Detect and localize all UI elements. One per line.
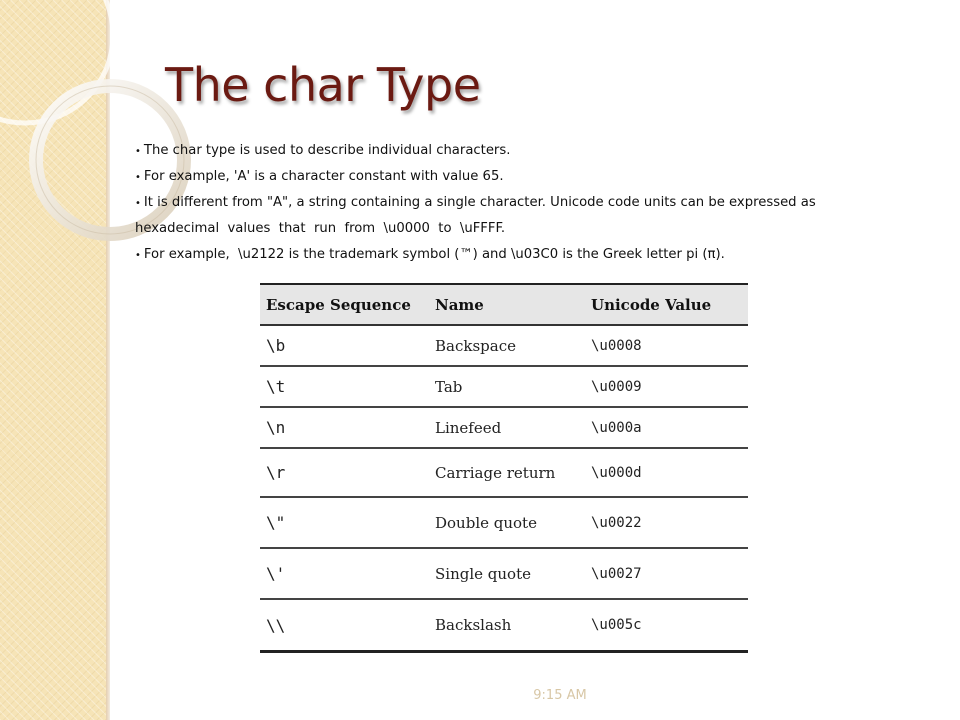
cell-escape-sequence: \b <box>266 336 286 355</box>
cell-name: Double quote <box>435 513 537 532</box>
bullet-item <box>135 242 875 268</box>
cell-escape-sequence: \r <box>266 463 286 482</box>
table-row <box>260 600 748 650</box>
cell-name: Backslash <box>435 616 512 634</box>
bullet-item <box>135 190 875 216</box>
cell-escape-sequence: \\ <box>266 615 286 635</box>
slide-title: The char Type <box>165 58 481 112</box>
table-row <box>260 326 748 367</box>
cell-unicode-value: \u0027 <box>591 565 642 582</box>
table-body <box>260 326 748 650</box>
bullet-text: For example, 'A' is a character constant with value 65. <box>143 169 504 184</box>
bullet-list <box>135 138 875 268</box>
bullet-item <box>135 138 875 164</box>
escape-sequence-table <box>260 283 748 653</box>
cell-name: Tab <box>435 377 463 396</box>
header-escape-sequence: Escape Sequence <box>266 295 411 314</box>
table-row <box>260 449 748 498</box>
bullet-item <box>135 216 875 242</box>
cell-unicode-value: \u000d <box>591 464 642 481</box>
table-row <box>260 549 748 600</box>
bullet-dot: • <box>135 146 141 157</box>
header-name: Name <box>435 295 484 314</box>
table-header-row <box>260 285 748 326</box>
bullet-text: For example, \u2122 is the trademark symbol (™) and \u03C0 is the Greek letter pi (π). <box>143 247 725 262</box>
header-unicode-value: Unicode Value <box>591 295 712 314</box>
bullet-dot: • <box>135 198 141 209</box>
cell-name: Backspace <box>435 336 516 355</box>
table-row <box>260 498 748 549</box>
table-row <box>260 408 748 449</box>
cell-escape-sequence: \t <box>266 377 286 396</box>
cell-escape-sequence: \" <box>266 513 286 532</box>
cell-escape-sequence: \' <box>266 564 286 583</box>
cell-unicode-value: \u005c <box>591 617 642 633</box>
bullet-text: It is different from "A", a string containing a single character. Unicode code units can be expressed as <box>143 195 816 210</box>
bullet-text: hexadecimal values that run from \u0000 to \uFFFF. <box>135 221 506 236</box>
bullet-text: The char type is used to describe individual characters. <box>143 143 511 158</box>
cell-name: Single quote <box>435 564 531 583</box>
cell-unicode-value: \u0022 <box>591 514 642 531</box>
cell-unicode-value: \u0008 <box>591 337 642 354</box>
cell-name: Linefeed <box>435 418 502 437</box>
bullet-dot: • <box>135 172 141 183</box>
table-row <box>260 367 748 408</box>
cell-escape-sequence: \n <box>266 418 286 437</box>
cell-unicode-value: \u000a <box>591 419 642 436</box>
bullet-item <box>135 164 875 190</box>
bullet-dot: • <box>135 250 141 261</box>
footer-time: 9:15 AM <box>533 688 587 703</box>
cell-name: Carriage return <box>435 463 556 482</box>
cell-unicode-value: \u0009 <box>591 378 642 395</box>
